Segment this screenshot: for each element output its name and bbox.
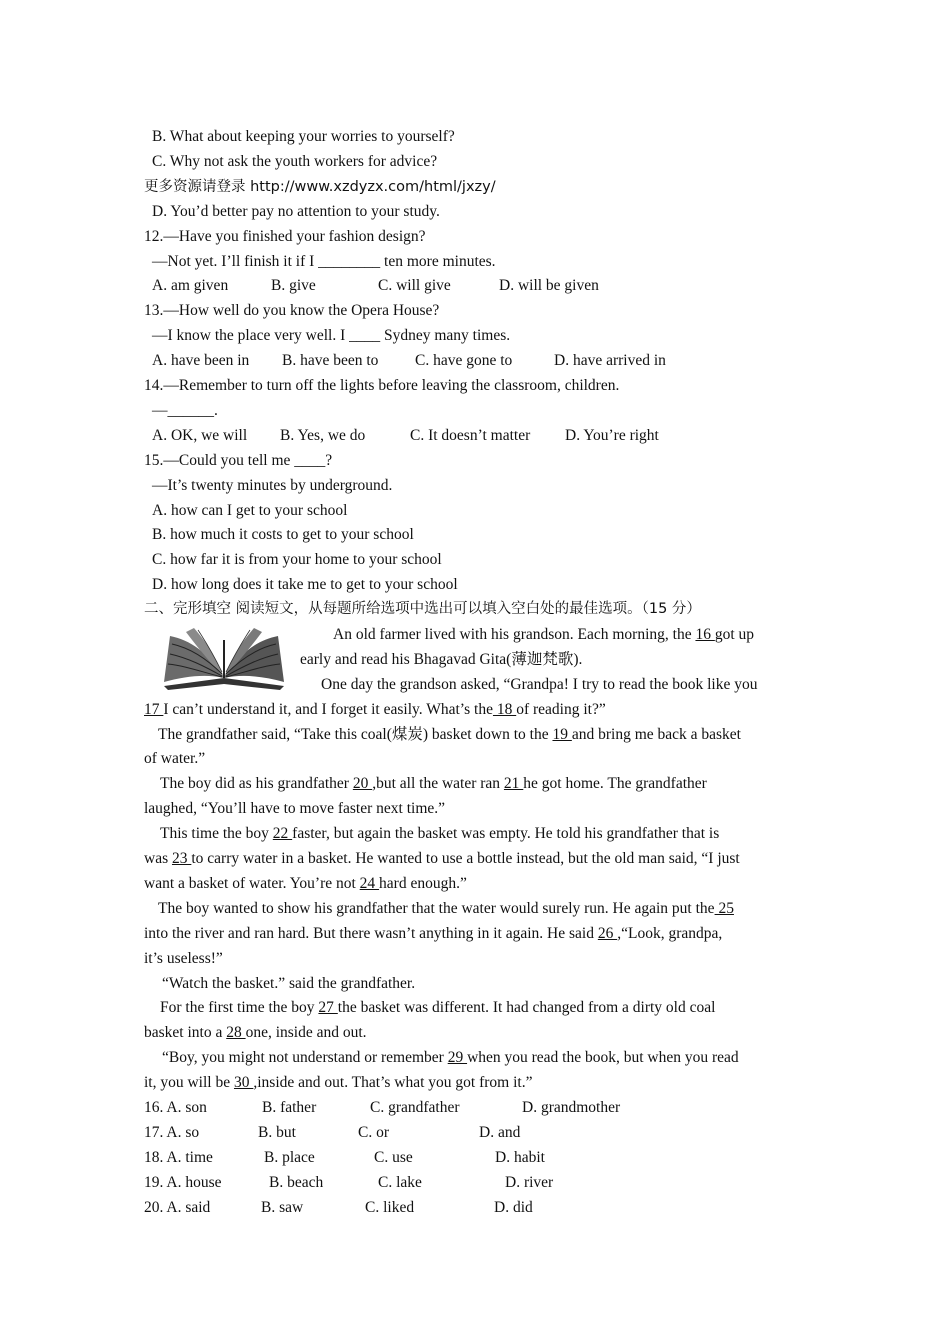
open-book-illustration [160, 622, 288, 692]
passage-line-2 [300, 650, 808, 670]
passage-text: For the first time the boy [160, 999, 319, 1016]
answer-17-c: C. or [358, 1124, 389, 1141]
q12-options [152, 276, 816, 296]
answer-20-c: C. liked [365, 1199, 415, 1216]
passage-text: An old farmer lived with his grandson. Each morning, the [333, 626, 696, 643]
answer-19-d: D. river [505, 1174, 554, 1191]
passage-text: he got home. The grandfather [523, 775, 707, 792]
q14-reply: —______. [152, 402, 218, 419]
passage-text: ,but all the water ran [372, 775, 504, 792]
answer-19-a: 19. A. house [144, 1174, 222, 1191]
passage-line-6: of water.” [144, 750, 206, 767]
passage-text: The boy wanted to show his grandfather that the water would surely run. He again put the [158, 900, 715, 917]
passage-text: of reading it?” [516, 701, 606, 718]
passage-text: into the river and ran hard. But there wasn’t anything in it again. He said [144, 925, 598, 942]
q15-stem: 15.—Could you tell me ____? [144, 452, 333, 469]
section-heading: 二、完形填空 阅读短文，从每题所给选项中选出可以填入空白处的最佳选项。（15 分） [144, 601, 701, 617]
blank-18: 18 [492, 701, 517, 718]
passage-text: got up [714, 626, 755, 643]
blank-17: 17 [144, 701, 164, 718]
answer-row-16 [144, 1098, 808, 1118]
answer-row-18 [144, 1148, 808, 1168]
q14-options [152, 426, 816, 446]
answer-16-b: B. father [262, 1099, 317, 1116]
passage-text: ,“Look, grandpa, [617, 925, 723, 942]
q12-option-b: B. give [271, 277, 316, 294]
passage-text: faster, but again the basket was empty. He told his grandfather that is [292, 825, 720, 842]
passage-line-1 [333, 625, 808, 645]
q12-option-d: D. will be given [499, 277, 599, 294]
blank-22: 22 [272, 825, 293, 842]
blank-25: 25 [714, 900, 734, 917]
answer-19-b: B. beach [269, 1174, 324, 1191]
answer-16-a: 16. A. son [144, 1099, 207, 1116]
passage-line-9 [160, 824, 824, 844]
passage-text: This time the boy [160, 825, 273, 842]
q11-option-c: C. Why not ask the youth workers for advice? [152, 153, 438, 170]
q13-option-c: C. have gone to [415, 352, 513, 369]
passage-text: it, you will be [144, 1074, 234, 1091]
q13-options [152, 351, 816, 371]
answer-18-d: D. habit [495, 1149, 545, 1166]
q15-option-d: D. how long does it take me to get to your school [152, 576, 458, 593]
passage-line-8: laughed, “You’ll have to move faster next time.” [144, 800, 446, 817]
passage-text: one, inside and out. [245, 1024, 367, 1041]
answer-18-a: 18. A. time [144, 1149, 213, 1166]
q15-reply: —It’s twenty minutes by underground. [152, 477, 393, 494]
answer-18-b: B. place [264, 1149, 315, 1166]
q13-option-d: D. have arrived in [554, 352, 666, 369]
blank-21: 21 [503, 775, 524, 792]
blank-24: 24 [359, 875, 380, 892]
answer-17-b: B. but [258, 1124, 296, 1141]
resource-link-text[interactable]: 更多资源请登录 http://www.xzdyzx.com/html/jxzy/ [144, 179, 496, 195]
answer-16-c: C. grandfather [370, 1099, 460, 1116]
q14-option-a: A. OK, we will [152, 427, 248, 444]
q15-option-b: B. how much it costs to get to your school [152, 526, 414, 543]
passage-text: ,inside and out. That’s what you got from it.” [253, 1074, 533, 1091]
passage-line-19 [144, 1073, 808, 1093]
blank-19: 19 [552, 726, 572, 743]
passage-text: when you read the book, but when you read [467, 1049, 739, 1066]
passage-text: the basket was different. It had changed from a dirty old coal [337, 999, 716, 1016]
blank-27: 27 [318, 999, 338, 1016]
passage-text: want a basket of water. You’re not [144, 875, 360, 892]
blank-30: 30 [233, 1074, 254, 1091]
q14-option-d: D. You’re right [565, 427, 659, 444]
q13-stem: 13.—How well do you know the Opera House? [144, 302, 440, 319]
q12-option-c: C. will give [378, 277, 451, 294]
blank-20: 20 [352, 775, 373, 792]
q14-stem: 14.—Remember to turn off the lights before leaving the classroom, children. [144, 377, 620, 394]
passage-text: early and read his Bhagavad Gita(薄迦梵歌). [300, 651, 583, 668]
q12-option-a: A. am given [152, 277, 229, 294]
passage-line-15: “Watch the basket.” said the grandfather. [162, 975, 416, 992]
answer-17-a: 17. A. so [144, 1124, 200, 1141]
passage-text: I can’t understand it, and I forget it easily. What’s the [163, 701, 493, 718]
q13-option-a: A. have been in [152, 352, 250, 369]
passage-line-10 [144, 849, 808, 869]
passage-text: The grandfather said, “Take this coal(煤炭) basket down to the [158, 726, 553, 743]
answer-20-b: B. saw [261, 1199, 304, 1216]
blank-29: 29 [447, 1049, 468, 1066]
q13-option-b: B. have been to [282, 352, 379, 369]
passage-line-17 [144, 1023, 808, 1043]
answer-18-c: C. use [374, 1149, 413, 1166]
passage-text: The boy did as his grandfather [160, 775, 353, 792]
resource-link[interactable] [144, 177, 808, 197]
passage-line-13 [144, 924, 808, 944]
passage-line-7 [160, 774, 824, 794]
passage-text: hard enough.” [379, 875, 467, 892]
passage-line-11 [144, 874, 808, 894]
passage-text: to carry water in a basket. He wanted to use a bottle instead, but the old man said, “I just [191, 850, 740, 867]
blank-26: 26 [597, 925, 618, 942]
q15-option-c: C. how far it is from your home to your school [152, 551, 442, 568]
passage-line-5 [158, 725, 822, 745]
passage-line-14: it’s useless!” [144, 950, 223, 967]
q13-reply: —I know the place very well. I ____ Sydney many times. [152, 327, 511, 344]
passage-text: basket into a [144, 1024, 227, 1041]
passage-text: was [144, 850, 172, 867]
blank-23: 23 [171, 850, 192, 867]
blank-28: 28 [226, 1024, 246, 1041]
answer-16-d: D. grandmother [522, 1099, 621, 1116]
answer-row-17 [144, 1123, 808, 1143]
q11-option-b: B. What about keeping your worries to yourself? [152, 128, 455, 145]
passage-line-18 [162, 1048, 826, 1068]
passage-text: “Boy, you might not understand or remember [162, 1049, 448, 1066]
answer-row-20 [144, 1198, 808, 1218]
q15-option-a: A. how can I get to your school [152, 502, 348, 519]
answer-19-c: C. lake [378, 1174, 422, 1191]
answer-17-d: D. and [479, 1124, 521, 1141]
q11-option-d: D. You’d better pay no attention to your study. [152, 203, 440, 220]
q12-stem: 12.—Have you finished your fashion design? [144, 228, 426, 245]
passage-text: and bring me back a basket [571, 726, 741, 743]
blank-16: 16 [695, 626, 715, 643]
passage-line-4 [144, 700, 808, 720]
passage-line-16 [160, 998, 824, 1018]
passage-line-12 [158, 899, 808, 919]
answer-20-d: D. did [494, 1199, 533, 1216]
q14-option-c: C. It doesn’t matter [410, 427, 531, 444]
answer-20-a: 20. A. said [144, 1199, 211, 1216]
answer-row-19 [144, 1173, 808, 1193]
q14-option-b: B. Yes, we do [280, 427, 366, 444]
q12-reply: —Not yet. I’ll finish it if I ________ ten more minutes. [152, 253, 496, 270]
passage-line-3: One day the grandson asked, “Grandpa! I try to read the book like you [321, 676, 758, 693]
